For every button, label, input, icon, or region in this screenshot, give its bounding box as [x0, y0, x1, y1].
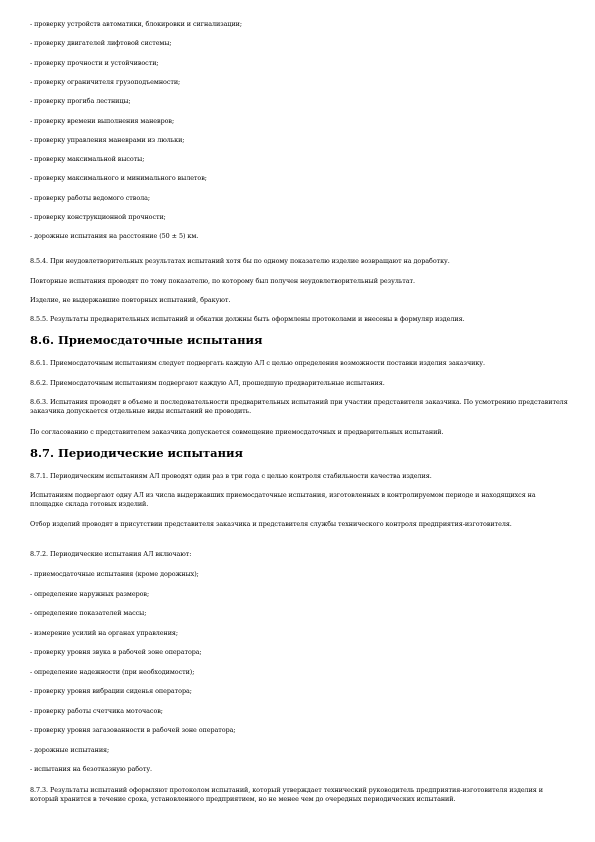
paragraph-8-7-3: 8.7.3. Результаты испытаний оформляют протоколом испытаний, который утверждает технический руководитель предприятия-изготовителя изделия и который хранится в течение срока, установленного предприятием, но не менее чем до очередных периодических испытаний.	[30, 786, 543, 803]
list-item: - проверку устройств автоматики, блокировки и сигнализации;	[30, 20, 242, 28]
list-item: - проверку уровня звука в рабочей зоне оператора;	[30, 648, 202, 656]
paragraph-8-6-3: 8.6.3. Испытания проводят в объеме и последовательности предварительных испытаний при участии представителя заказчика. По усмотрению представителя заказчика допускается отдельные виды испытаний не проводить.	[30, 398, 568, 415]
list-item: - определение надежности (при необходимости);	[30, 667, 195, 676]
list-item: - приемосдаточные испытания (кроме дорожных);	[30, 570, 199, 578]
list-item: - дорожные испытания на расстояние (50 ± 5) км.	[30, 232, 199, 241]
list-item: - определение показателей массы;	[30, 609, 147, 617]
list-item: - проверку прогиба лестницы;	[30, 97, 131, 106]
paragraph-8-5-4: 8.5.4. При неудовлетворительных результатах испытаний хотя бы по одному показателю изделие возвращают на доработку.	[30, 257, 450, 265]
list-item: - проверку прочности и устойчивости;	[30, 58, 159, 67]
paragraph-8-6-2: 8.6.2. Приемосдаточным испытаниям подвергают каждую АЛ, прошедшую предварительные испытания.	[30, 379, 385, 387]
heading-8-7: 8.7. Периодические испытания	[30, 446, 244, 460]
paragraph-test-subject: Испытаниям подвергают одну АЛ из числа выдержавших приемосдаточные испытания, изготовленных в контролируемом периоде и находящихся на площадке склада готовых изделий.	[30, 491, 536, 508]
list-item: - проверку уровня вибрации сиденья оператора;	[30, 687, 192, 695]
list-item: - проверку работы ведомого стволa;	[30, 193, 150, 202]
list-item: - проверку двигателей лифтовой системы;	[30, 39, 172, 48]
paragraph-reject: Изделие, не выдержавшие повторных испытаний, бракуют.	[30, 296, 231, 304]
list-item: - измерение усилий на органах управления;	[30, 628, 179, 637]
paragraph-8-7-2: 8.7.2. Периодические испытания АЛ включают:	[30, 550, 192, 558]
list-item: - дорожные испытания;	[30, 745, 110, 754]
list-item: - проверку конструкционной прочности;	[30, 213, 166, 221]
list-item: - проверку времени выполнения маневров;	[30, 116, 175, 125]
list-item: - испытания на безотказную работу.	[30, 765, 153, 773]
paragraph-selection: Отбор изделий проводят в присутствии представителя заказчика и представителя службы технического контроля предприятия-изготовителя.	[30, 520, 512, 528]
paragraph-8-7-1: 8.7.1. Периодическим испытаниям АЛ проводят один раз в три года с целью контроля стабильности качества изделия.	[30, 472, 432, 480]
paragraph-combine-tests: По согласованию с представителем заказчика допускается совмещение приемосдаточных и предварительных испытаний.	[30, 428, 444, 436]
heading-8-6: 8.6. Приемосдаточные испытания	[30, 333, 263, 347]
paragraph-repeat-tests: Повторные испытания проводят по тому показателю, по которому был получен неудовлетворительный результат.	[30, 277, 415, 285]
paragraph-8-6-1: 8.6.1. Приемосдаточным испытаниям следует подвергать каждую АЛ с целью определения возможности поставки изделия заказчику.	[30, 359, 485, 367]
list-item: - проверку работы счетчика моточасов;	[30, 706, 163, 715]
paragraph-8-5-5: 8.5.5. Результаты предварительных испытаний и обкатки должны быть оформлены протоколами и внесены в формуляр изделия.	[30, 315, 465, 323]
list-item: - проверку уровня загазованности в рабочей зоне оператора;	[30, 726, 236, 734]
list-item: - проверку ограничителя грузоподъемности;	[30, 77, 181, 86]
list-item: - проверку максимальной высоты;	[30, 155, 145, 164]
list-item: - определение наружных размеров;	[30, 589, 150, 598]
list-item: - проверку максимального и минимального вылетов;	[30, 174, 207, 183]
list-item: - проверку управления маневрами из люльки;	[30, 135, 185, 144]
